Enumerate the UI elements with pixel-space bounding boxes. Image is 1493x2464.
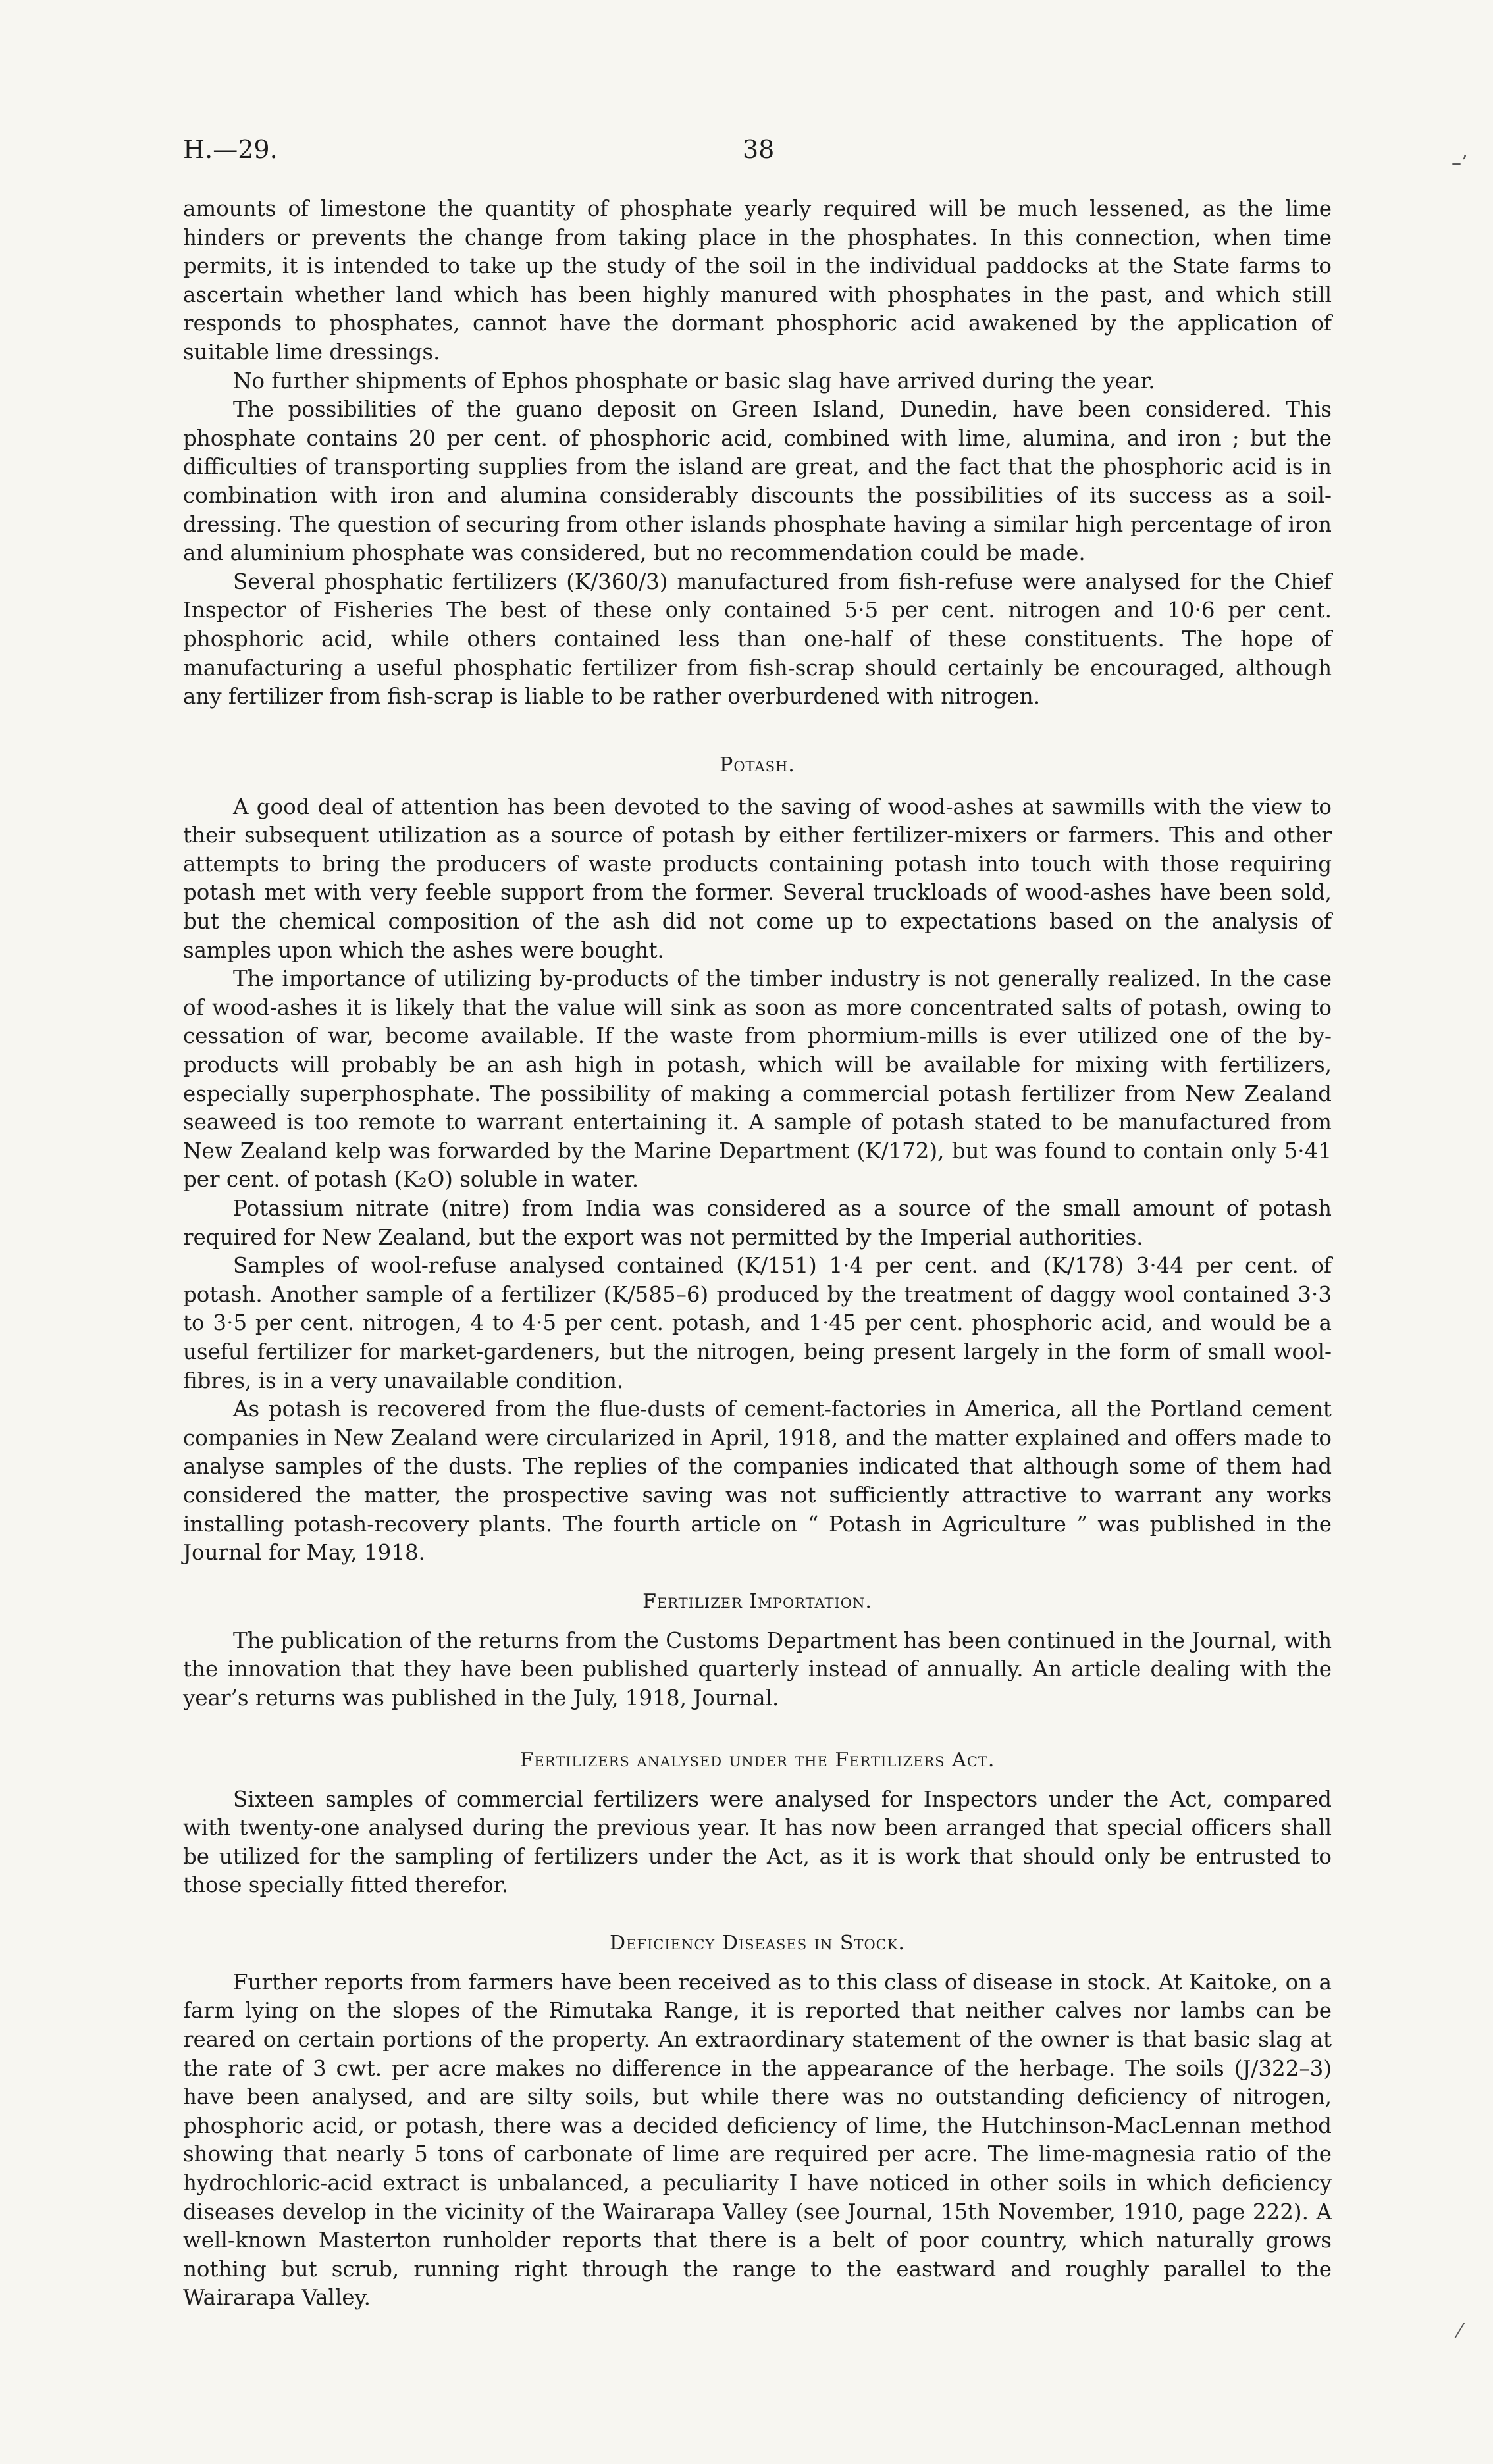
document-reference: H.—29. <box>183 135 278 164</box>
document-body <box>183 195 1332 2313</box>
paragraph: A good deal of attention has been devoted to the saving of wood-ashes at sawmills with the view to their subsequent utilization as a source of potash by either fertilizer-mixers or farmers. This and other attempts to bring the producers of waste products containing potash into touch with those requiring potash met with very feeble support from the former. Several truckloads of wood-ashes have been sold, but the chemical composition of the ash did not come up to expectations based on the analysis of samples upon which the ashes were bought. <box>183 794 1332 963</box>
paragraph: Sixteen samples of commercial fertilizers were analysed for Inspectors under the Act, compared with twenty-one analysed during the previous year. It has now been arranged that special officers shall be utilized for the sampling of fertilizers under the Act, as it is work that should only be entrusted to those specially fitted therefor. <box>183 1786 1332 1898</box>
paragraph: Potassium nitrate (nitre) from India was considered as a source of the small amount of potash required for New Zealand, but the export was not permitted by the Imperial authorities. <box>183 1196 1332 1250</box>
paragraph: As potash is recovered from the flue-dusts of cement-factories in America, all the Portland cement companies in New Zealand were circularized in April, 1918, and the matter explained and offers made to analyse samples of the dusts. The replies of the companies indicated that although some of them had considered the matter, the prospective saving was not sufficiently attractive to warrant any works installing potash-recovery plants. The fourth article on “ Potash in Agriculture ” was published in the Journal for May, 1918. <box>183 1397 1332 1566</box>
margin-mark-icon: –’ <box>1452 151 1468 174</box>
margin-mark-icon: ⁄ <box>1458 2320 1462 2343</box>
page-header <box>183 135 1328 174</box>
section-heading-fertilizers-act: Fertilizers analysed under the Fertilizers Act. <box>519 1748 995 1772</box>
page-number: 38 <box>743 135 775 164</box>
paragraph: Samples of wool-refuse analysed contained (K/151) 1·4 per cent. and (K/178) 3·44 per cent. of potash. Another sample of a fertilizer (K/585–6) produced by the treatment of daggy wool contained 3·3 to 3·5 per cent. nitrogen, 4 to 4·5 per cent. potash, and 1·45 per cent. phosphoric acid, and would be a useful fertilizer for market-gardeners, but the nitrogen, being present largely in the form of small wool-fibres, is in a very unavailable condition. <box>183 1253 1332 1393</box>
paragraph: Further reports from farmers have been received as to this class of disease in stock. At Kaitoke, on a farm lying on the slopes of the Rimutaka Range, it is reported that neither calves nor lambs can be reared on certain portions of the property. An extraordinary statement of the owner is that basic slag at the rate of 3 cwt. per acre makes no difference in the appearance of the herbage. The soils (J/322–3) have been analysed, and are silty soils, but while there was no outstanding deficiency of nitrogen, phosphoric acid, or potash, there was a decided deficiency of lime, the Hutchinson-MacLennan method showing that nearly 5 tons of carbonate of lime are required per acre. The lime-magnesia ratio of the hydrochloric-acid extract is unbalanced, a peculiarity I have noticed in other soils in which deficiency diseases develop in the vicinity of the Wairarapa Valley (see Journal, 15th November, 1910, page 222). A well-known Masterton runholder reports that there is a belt of poor country, which naturally grows nothing but scrub, running right through the range to the eastward and roughly parallel to the Wairarapa Valley. <box>183 1969 1332 2311</box>
section-heading-potash: Potash. <box>720 753 795 777</box>
paragraph: No further shipments of Ephos phosphate or basic slag have arrived during the year. <box>233 368 1155 394</box>
paragraph: The publication of the returns from the Customs Department has been continued in the Journal, with the innovation that they have been published quarterly instead of annually. An article dealing with the year’s returns was published in the July, 1918, Journal. <box>183 1628 1332 1710</box>
section-heading-fertilizer-importation: Fertilizer Importation. <box>642 1589 872 1613</box>
paragraph: amounts of limestone the quantity of phosphate yearly required will be much lessened, as the lime hinders or prevents the change from taking place in the phosphates. In this connection, when time permits, it is intended to take up the study of the soil in the individual paddocks at the State farms to ascertain whether land which has been highly manured with phosphates in the past, and which still responds to phosphates, cannot have the dormant phosphoric acid awakened by the application of suitable lime dressings. <box>183 196 1332 365</box>
paragraph: Several phosphatic fertilizers (K/360/3) manufactured from fish-refuse were analysed for the Chief Inspector of Fisheries The best of these only contained 5·5 per cent. nitrogen and 10·6 per cent. phosphoric acid, while others contained less than one-half of these constituents. The hope of manufacturing a useful phosphatic fertilizer from fish-scrap should certainly be encouraged, although any fertilizer from fish-scrap is liable to be rather overburdened with nitrogen. <box>183 569 1332 709</box>
section-heading-deficiency-diseases: Deficiency Diseases in Stock. <box>610 1931 905 1955</box>
paragraph: The importance of utilizing by-products of the timber industry is not generally realized. In the case of wood-ashes it is likely that the value will sink as soon as more concentrated salts of potash, owing to cessation of war, become available. If the waste from phormium-mills is ever utilized one of the by-products will probably be an ash high in potash, which will be available for mixing with fertilizers, especially superphosphate. The possibility of making a commercial potash fertilizer from New Zealand seaweed is too remote to warrant entertaining it. A sample of potash stated to be manufactured from New Zealand kelp was forwarded by the Marine Department (K/172), but was found to contain only 5·41 per cent. of potash (K₂O) soluble in water. <box>183 966 1332 1193</box>
paragraph: The possibilities of the guano deposit on Green Island, Dunedin, have been considered. This phosphate contains 20 per cent. of phosphoric acid, combined with lime, alumina, and iron ; but the difficulties of transporting supplies from the island are great, and the fact that the phosphoric acid is in combination with iron and alumina considerably discounts the possibilities of its success as a soil-dressing. The question of securing from other islands phosphate having a similar high percentage of iron and aluminium phosphate was considered, but no recommendation could be made. <box>183 397 1332 566</box>
